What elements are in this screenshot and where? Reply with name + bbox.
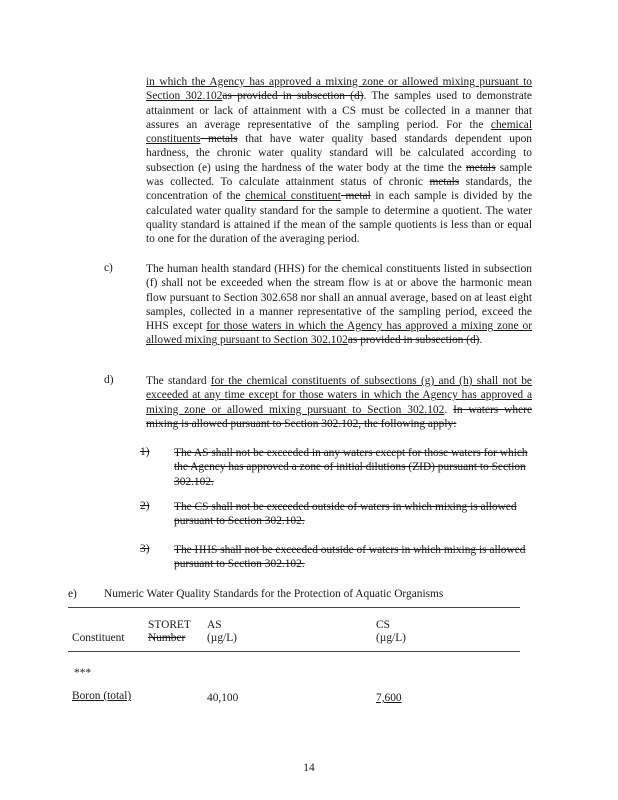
page-number: 14 — [303, 762, 315, 774]
header-cs-unit: (µg/L) — [376, 632, 406, 644]
deleted-text: as provided in subsection (d) — [347, 334, 480, 347]
inserted-text: chemical constituents — [146, 118, 532, 146]
body-text: in each sample is divided by the calculated water quality standard for the sample to determine a quotient. The water quality standard is attained if the mean of the sample quotients is less than or equal to one for the duration of the averaging period. — [146, 190, 532, 246]
subitem-3-marker: 3) — [140, 543, 150, 555]
deleted-text: In waters where mixing is allowed pursuant to Section 302.102, the following apply: — [146, 403, 532, 430]
subitem-1-text: The AS shall not be exceeded in any waters except for those waters for which the Agency has approved a zone of initial dilutions (ZID) pursuant to Section 302.102. — [174, 447, 528, 488]
row-as-value: 40,100 — [207, 692, 239, 704]
body-text: . — [444, 403, 454, 416]
deleted-text: metals — [429, 176, 460, 189]
deleted-text: metals — [200, 133, 238, 146]
header-as-unit: (µg/L) — [207, 632, 237, 644]
header-storet: STORET — [148, 619, 191, 631]
subitem-2-text: The CS shall not be exceeded outside of waters in which mixing is allowed pursuant to Section 302.102. — [174, 501, 517, 528]
header-cs: CS — [376, 619, 390, 631]
table-header-rule — [68, 651, 520, 652]
body-text: The human health standard (HHS) for the chemical constituents listed in subsection (f) shall not be exceeded when the stream flow is at or above the harmonic mean flow pursuant to Section 302.658 nor shall an annual average, based on at least eight samples, collected in a manner representative of the sampling period, exceed the HHS except — [146, 263, 532, 333]
subitem-3-text: The HHS shall not be exceeded outside of waters in which mixing is allowed pursuant to Section 302.102. — [174, 544, 526, 571]
row-constituent: Boron (total) — [72, 690, 132, 702]
item-d-paragraph — [146, 374, 532, 431]
table-top-rule — [68, 607, 520, 608]
body-text: that have water quality based standards dependent upon hardness, the chronic water quality standard will be calculated according to subsection (e) using the hardness of the water body at the time the — [146, 133, 532, 174]
item-e-heading: Numeric Water Quality Standards for the Protection of Aquatic Organisms — [104, 588, 444, 600]
item-d-marker: d) — [104, 374, 114, 386]
header-number: Number — [148, 632, 186, 644]
inserted-text: for those waters in which the Agency has approved a mixing zone or allowed mixing pursuant to Section 302.102 — [146, 320, 532, 347]
body-text: sample was collected. To calculate attainment status of chronic — [146, 161, 532, 189]
header-constituent: Constituent — [72, 632, 125, 644]
table-ellipsis: *** — [74, 667, 92, 679]
body-text: . — [479, 334, 483, 347]
continuation-paragraph — [146, 75, 532, 247]
body-text: standards, the concentration of the — [146, 176, 532, 203]
inserted-text: for the chemical constituents of subsections (g) and (h) shall not be exceeded at any time except for those waters in which the Agency has approved a mixing zone or allowed mixing pursuant to Section 302.102 — [146, 375, 532, 416]
subitem-2-marker: 2) — [140, 500, 150, 512]
body-text: The standard — [146, 375, 211, 387]
item-e-marker: e) — [68, 588, 77, 600]
item-c-paragraph — [146, 262, 532, 348]
deleted-text: metals — [465, 161, 496, 174]
deleted-text: metal — [340, 190, 371, 203]
item-c-marker: c) — [104, 262, 113, 274]
deleted-text: as provided in subsection (d) — [222, 90, 364, 103]
inserted-text: in which the Agency has approved a mixing zone or allowed mixing pursuant to Section 302.102 — [146, 76, 532, 103]
header-as: AS — [207, 619, 222, 631]
row-cs-value: 7,600 — [376, 692, 402, 704]
subitem-1-marker: 1) — [140, 446, 150, 458]
body-text: . The samples used to demonstrate attainment or lack of attainment with a CS must be collected in a manner that assures an average representative of the sampling period. For the — [146, 90, 532, 131]
inserted-text: chemical constituent — [245, 190, 341, 203]
